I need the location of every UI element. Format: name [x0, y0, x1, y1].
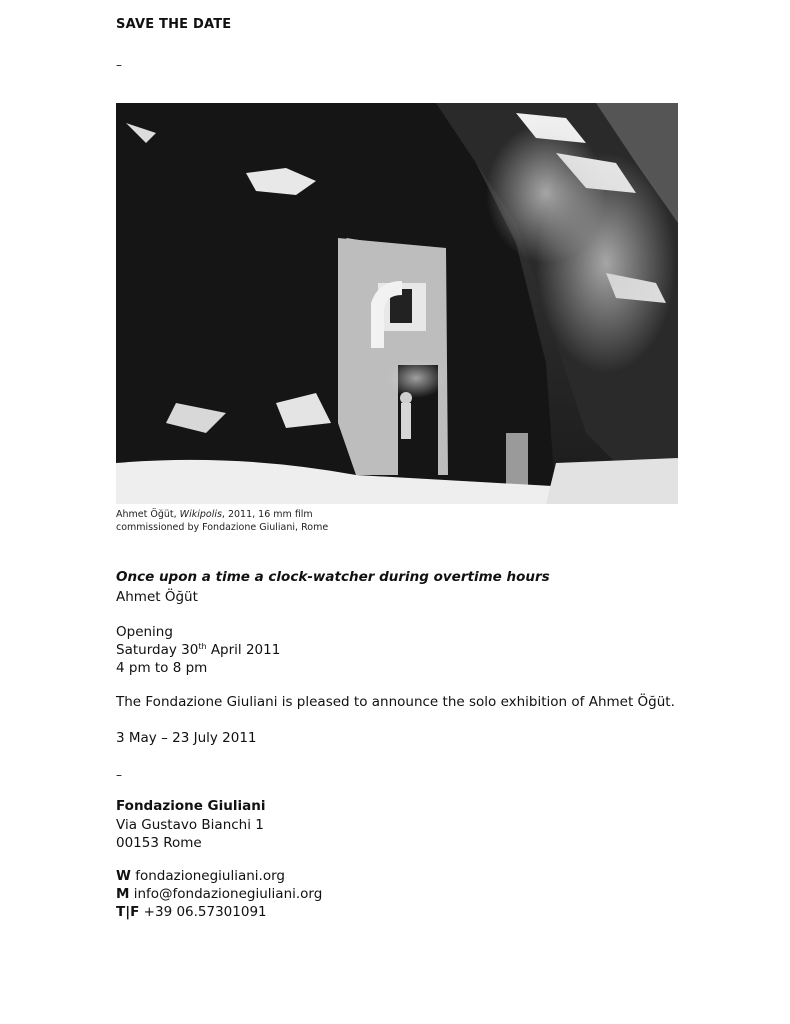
- divider-dash: –: [116, 58, 122, 72]
- opening-month-year: April 2011: [206, 642, 281, 658]
- contact-web: [116, 867, 322, 885]
- caption-work-title: Wikipolis: [179, 509, 222, 520]
- opening-day: Saturday 30: [116, 642, 199, 658]
- contact-mail: [116, 885, 322, 903]
- contact-street: Via Gustavo Bianchi 1: [116, 817, 264, 833]
- caption-artist: Ahmet Öğüt,: [116, 509, 177, 520]
- opening-date: [116, 641, 280, 659]
- photo-caption: [116, 508, 328, 534]
- opening-day-suffix: th: [198, 642, 207, 651]
- artwork-photo: [116, 103, 678, 504]
- web-link[interactable]: fondazionegiuliani.org: [130, 868, 285, 884]
- phone-number: +39 06.57301091: [139, 904, 267, 920]
- opening-details: [116, 623, 280, 677]
- announcement: The Fondazione Giuliani is pleased to announce the solo exhibition of Ahmet Öğüt.: [116, 694, 675, 710]
- contact-address: [116, 816, 264, 852]
- contact-city: 00153 Rome: [116, 835, 202, 851]
- caption-details: , 2011, 16 mm film: [221, 509, 313, 520]
- exhibition-dates: 3 May – 23 July 2011: [116, 730, 257, 746]
- opening-hours: 4 pm to 8 pm: [116, 660, 208, 676]
- mail-label: M: [116, 886, 130, 902]
- phone-label: T|F: [116, 904, 140, 920]
- page-title: SAVE THE DATE: [116, 17, 232, 32]
- web-label: W: [116, 868, 131, 884]
- caption-commission: commissioned by Fondazione Giuliani, Rome: [116, 522, 329, 533]
- opening-label: Opening: [116, 624, 173, 640]
- mail-link[interactable]: info@fondazionegiuliani.org: [129, 886, 323, 902]
- contact-name: Fondazione Giuliani: [116, 798, 266, 814]
- divider-dash: –: [116, 768, 122, 782]
- exhibition-title: Once upon a time a clock-watcher during overtime hours: [116, 569, 550, 585]
- contact-phone: [116, 903, 322, 921]
- artist-name: Ahmet Öğüt: [116, 589, 198, 605]
- film-still-illustration: [116, 103, 678, 504]
- caption-line-1: [116, 508, 328, 521]
- contact-links: [116, 867, 322, 921]
